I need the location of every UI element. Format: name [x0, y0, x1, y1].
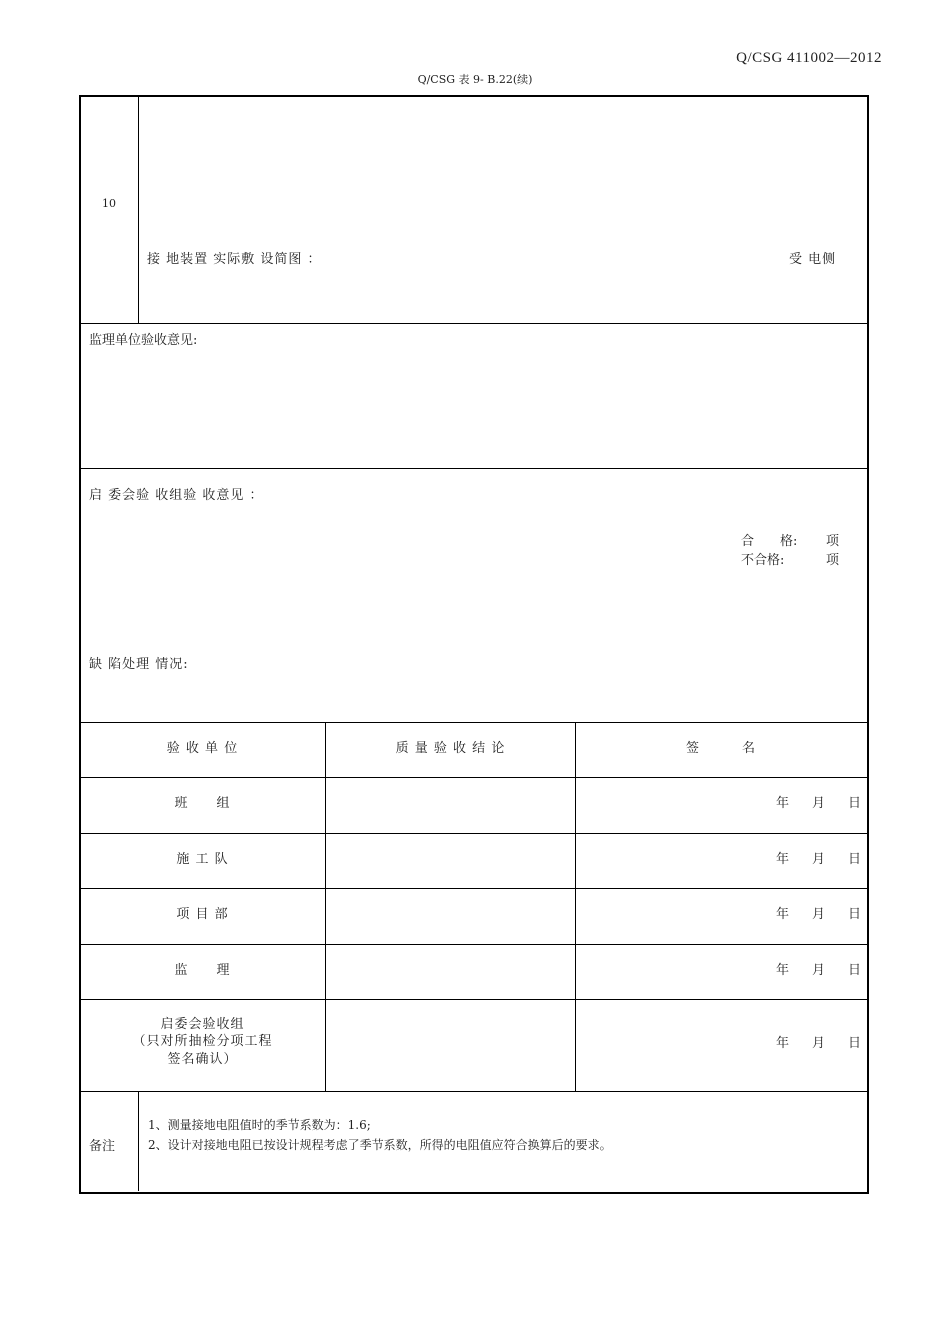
- date-day: 日: [848, 907, 863, 922]
- date-year: 年: [776, 1036, 791, 1051]
- date-year: 年: [776, 963, 791, 978]
- remark-line-2: 2、设计对接地电阻已按设计规程考虑了季节系数，所得的电阻值应符合换算后的要求。: [148, 1138, 612, 1152]
- unit-project-dept: 项 目 部: [176, 907, 229, 922]
- date-month: 月: [812, 907, 827, 922]
- unit-construction-crew: 施 工 队: [176, 852, 229, 867]
- rule-committee-bottom: [80, 722, 867, 723]
- rule-sign-row3: [80, 944, 867, 945]
- table-number: Q/CSG 表 9- B.22(续): [417, 73, 533, 86]
- rule-sign-col2: [575, 722, 576, 1091]
- rule-sign-bottom: [80, 1091, 867, 1092]
- date-month: 月: [812, 796, 827, 811]
- standard-number: Q/CSG 411002—2012: [736, 50, 882, 66]
- fail-count-unit: 项: [826, 553, 841, 568]
- pass-count-label: 合 格:: [741, 534, 798, 549]
- rule-sign-row4: [80, 999, 867, 1000]
- receiving-side-label: 受 电侧: [789, 252, 837, 267]
- rule-sign-header-bottom: [80, 777, 867, 778]
- defect-handling-label: 缺 陷处理 情况:: [89, 657, 189, 672]
- date-day: 日: [848, 1036, 863, 1051]
- date-month: 月: [812, 852, 827, 867]
- date-year: 年: [776, 796, 791, 811]
- grounding-layout-label: 接 地装置 实际敷 设简图 ：: [147, 252, 322, 267]
- committee-opinion-label: 启 委会验 收组验 收意见 ：: [89, 488, 264, 503]
- rule-sign-row2: [80, 888, 867, 889]
- unit-committee-line3: 签名确认）: [167, 1052, 238, 1067]
- remark-line-1: 1、测量接地电阻值时的季节系数为：1.6;: [148, 1118, 371, 1132]
- rule-row10-bottom: [80, 323, 867, 324]
- date-year: 年: [776, 852, 791, 867]
- unit-committee-line2: （只对所抽检分项工程: [132, 1034, 273, 1049]
- row-index: 10: [102, 197, 116, 210]
- pass-count-unit: 项: [826, 534, 841, 549]
- fail-count-label: 不合格:: [741, 553, 785, 568]
- header-conclusion: 质 量 验 收 结 论: [395, 741, 506, 756]
- supervision-opinion-label: 监理单位验收意见:: [89, 333, 198, 348]
- header-unit: 验 收 单 位: [166, 741, 239, 756]
- unit-supervision: 监 理: [174, 963, 231, 978]
- date-month: 月: [812, 1036, 827, 1051]
- rule-supervision-bottom: [80, 468, 867, 469]
- date-month: 月: [812, 963, 827, 978]
- unit-committee-line1: 启委会验收组: [160, 1017, 245, 1032]
- header-signature: 签 名: [685, 741, 756, 756]
- date-day: 日: [848, 852, 863, 867]
- remarks-label: 备注: [89, 1139, 116, 1154]
- date-day: 日: [848, 963, 863, 978]
- unit-team: 班 组: [174, 796, 231, 811]
- rule-sign-col1: [325, 722, 326, 1091]
- rule-sign-row1: [80, 833, 867, 834]
- rule-row10-index-divider: [138, 96, 139, 323]
- rule-remarks-divider: [138, 1091, 139, 1191]
- date-day: 日: [848, 796, 863, 811]
- date-year: 年: [776, 907, 791, 922]
